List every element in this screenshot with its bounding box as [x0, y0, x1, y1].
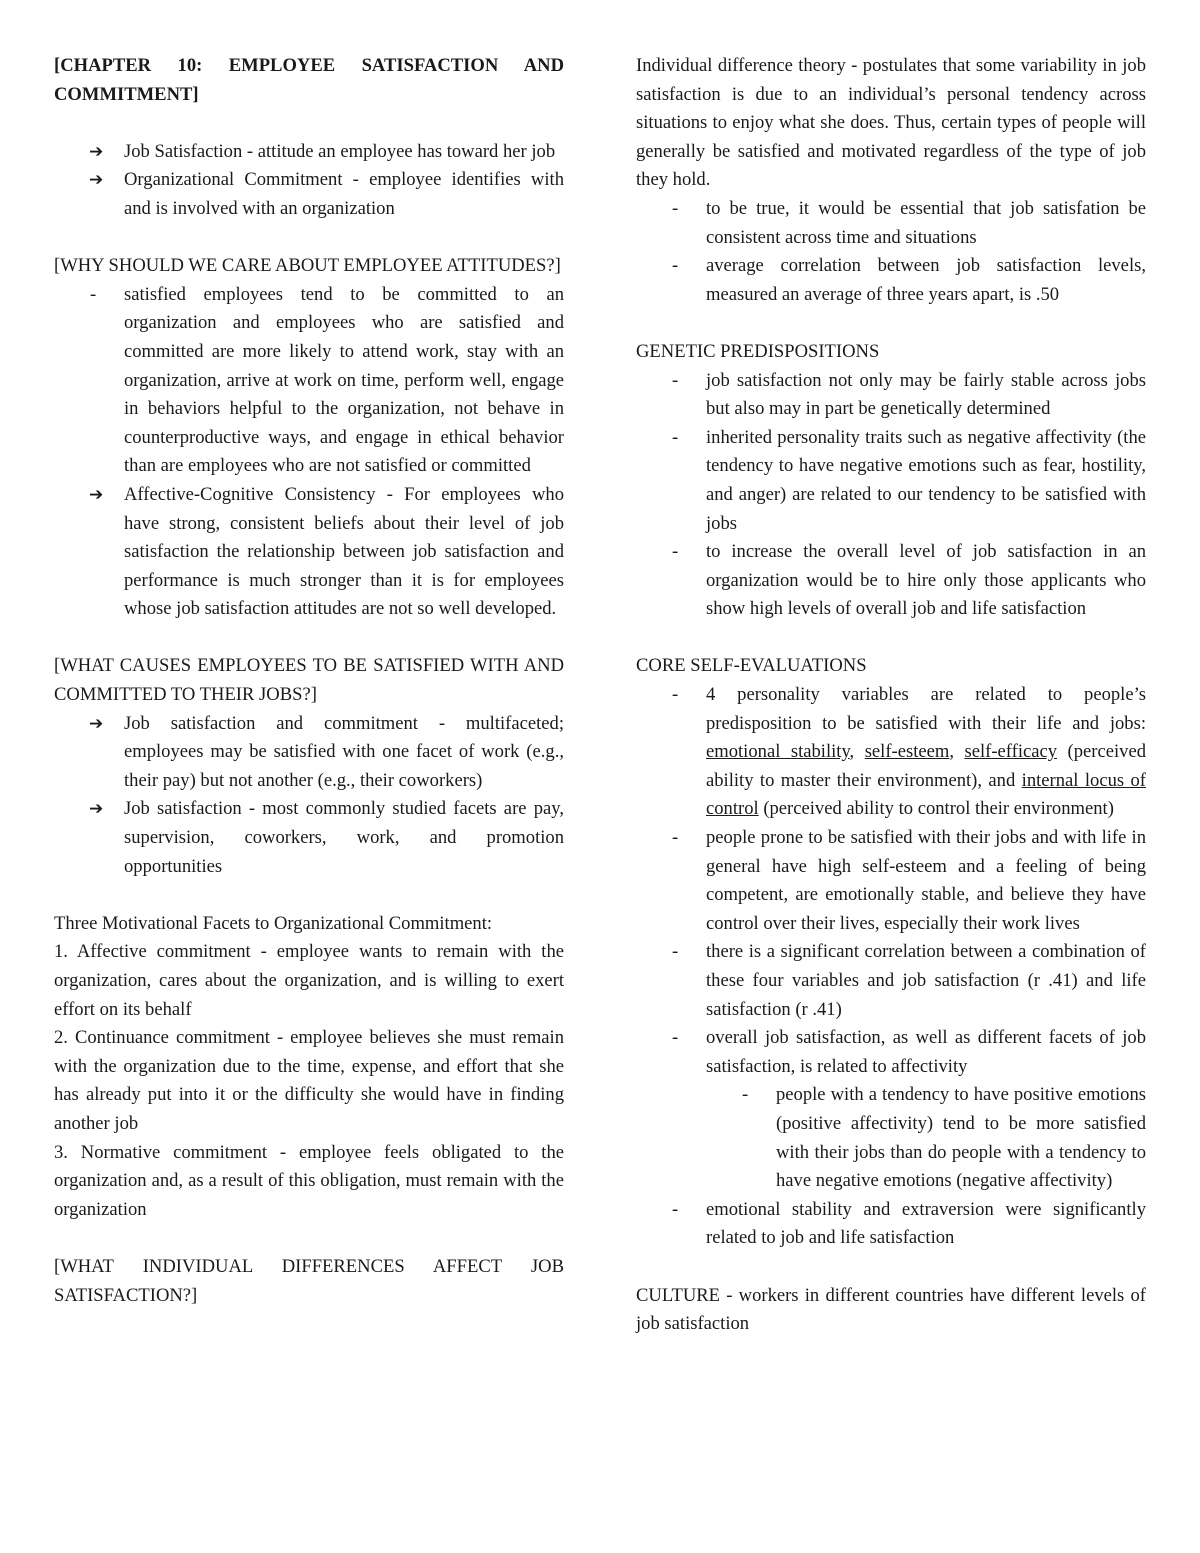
- facet-affective: 1. Affective commitment - employee wants to remain with the organization, cares about the organization, and is willing to exert effort on its behalf: [54, 941, 564, 1020]
- core-heading: CORE SELF-EVALUATIONS: [636, 655, 867, 677]
- term-self-esteem: self-esteem: [864, 741, 950, 763]
- causes-item: ➔ Job satisfaction - most commonly studied facets are pay, supervision, coworkers, work, and promotion opportunities: [54, 795, 564, 881]
- genetic-item: - to increase the overall level of job satisfaction in an organization would be to hire only those applicants who show high levels of overall job and life satisfaction: [636, 538, 1146, 624]
- why-dash-item: - satisfied employees tend to be committed to an organization and employees who are satisfied and committed are more likely to attend work, stay with an organization, arrive at work on time, perform well, engage in behaviors helpful to the organization, not behave in counterproductive ways, and engage in ethical behavior than are employees who are not satisfied or committed: [54, 281, 564, 481]
- causes-item: ➔ Job satisfaction and commitment - multifaceted; employees may be satisfied with one facet of work (e.g., their pay) but not another (e.g., their coworkers): [54, 710, 564, 796]
- right-column: [636, 52, 1146, 1339]
- core-item: - there is a significant correlation between a combination of these four variables and job satisfaction (r .41) and life satisfaction (r .41): [636, 938, 1146, 1024]
- why-arrow-item: ➔ Affective-Cognitive Consistency - For employees who have strong, consistent beliefs about their level of job satisfaction the relationship between job satisfaction and performance is much stronger than it is for employees whose job satisfaction attitudes are not so well developed.: [54, 481, 564, 624]
- idt-item: - average correlation between job satisfaction levels, measured an average of three years apart, is .50: [636, 252, 1146, 309]
- term-emotional-stability: emotional stability: [706, 741, 850, 763]
- left-column: [54, 52, 564, 1310]
- core-item-four-variables: - 4 personality variables are related to people’s predisposition to be satisfied with their life and jobs: emotional stability, self-esteem, self-efficacy (perceived ability to master their environment), and internal locus of control (perceived ability to control their environment): [636, 681, 1146, 824]
- core-sub-item: - people with a tendency to have positive emotions (positive affectivity) tend to be more satisfied with their jobs than do people with a tendency to have negative emotions (negative affectivity): [706, 1081, 1146, 1195]
- why-heading: [WHY SHOULD WE CARE ABOUT EMPLOYEE ATTITUDES?]: [54, 255, 561, 277]
- individual-differences-heading: [WHAT INDIVIDUAL DIFFERENCES AFFECT JOB SATISFACTION?]: [54, 1255, 564, 1306]
- core-item: - people prone to be satisfied with their jobs and with life in general have high self-esteem and a feeling of being competent, are emotionally stable, and believe they have control over their lives, especially their work lives: [636, 824, 1146, 938]
- culture-paragraph: CULTURE - workers in different countries have different levels of job satisfaction: [636, 1284, 1146, 1335]
- term-internal-locus-of-control: internal locus of control: [706, 769, 1146, 820]
- genetic-item: - inherited personality traits such as negative affectivity (the tendency to have negative emotions such as fear, hostility, and anger) are related to our tendency to be satisfied with jobs: [636, 424, 1146, 538]
- intro-item-org-commitment: ➔ Organizational Commitment - employee identifies with and is involved with an organization: [54, 166, 564, 223]
- intro-item-job-satisfaction: ➔ Job Satisfaction - attitude an employee has toward her job: [54, 138, 564, 167]
- genetic-list: [636, 367, 1146, 624]
- term-self-efficacy: self-efficacy: [964, 741, 1058, 763]
- facets-intro: Three Motivational Facets to Organizational Commitment:: [54, 912, 493, 934]
- genetic-item: - job satisfaction not only may be fairly stable across jobs but also may in part be genetically determined: [636, 367, 1146, 424]
- individual-difference-theory: Individual difference theory - postulates that some variability in job satisfaction is due to an individual’s personal tendency across situations to enjoy what she does. Thus, certain types of people will generally be satisfied and motivated regardless of the type of job they hold.: [636, 55, 1146, 191]
- genetic-heading: GENETIC PREDISPOSITIONS: [636, 340, 880, 362]
- core-sub-list: [706, 1081, 1146, 1195]
- core-item: - overall job satisfaction, as well as different facets of job satisfaction, is related to affectivity: [636, 1024, 1146, 1081]
- chapter-title: [CHAPTER 10: EMPLOYEE SATISFACTION AND COMMITMENT]: [54, 55, 564, 105]
- facet-continuance: 2. Continuance commitment - employee believes she must remain with the organization due to the time, expense, and effort that she has already put into it or the difficulty she would have in finding another job: [54, 1027, 564, 1134]
- core-item: - emotional stability and extraversion were significantly related to job and life satisfaction: [636, 1196, 1146, 1253]
- core-list: [636, 681, 1146, 1081]
- causes-heading: [WHAT CAUSES EMPLOYEES TO BE SATISFIED WITH AND COMMITTED TO THEIR JOBS?]: [54, 655, 564, 706]
- facet-normative: 3. Normative commitment - employee feels obligated to the organization and, as a result of this obligation, must remain with the organization: [54, 1141, 564, 1220]
- idt-item: - to be true, it would be essential that job satisfation be consistent across time and situations: [636, 195, 1146, 252]
- idt-list: [636, 195, 1146, 309]
- intro-list: [54, 138, 564, 224]
- causes-list: [54, 710, 564, 882]
